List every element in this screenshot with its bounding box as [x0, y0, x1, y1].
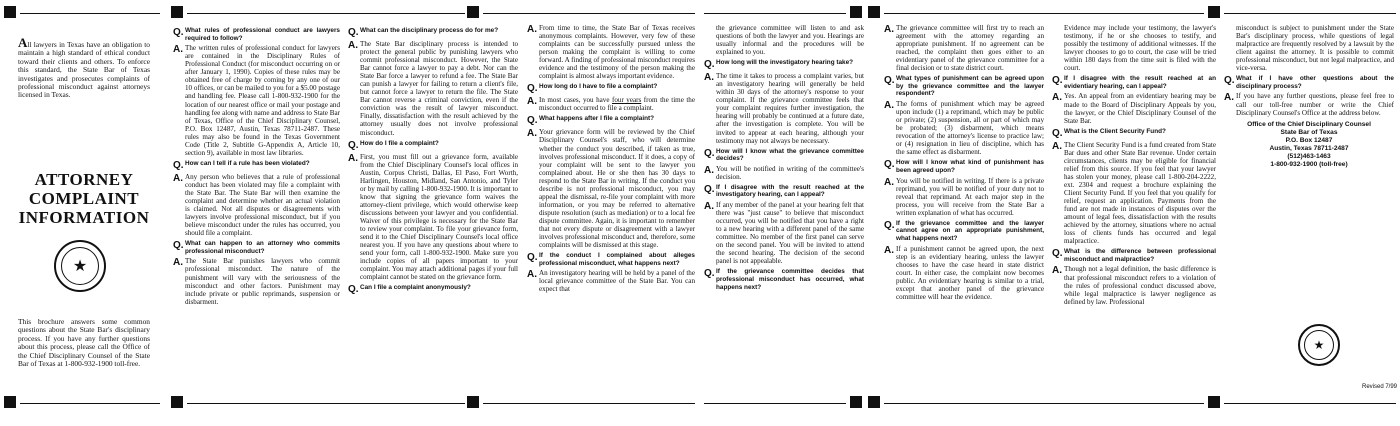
- question: Q. How long do I have to file a complaint?: [527, 83, 658, 95]
- title-line-2: COMPLAINT: [28, 189, 140, 208]
- bottom-rule: [1224, 403, 1396, 404]
- qa-item: [527, 24, 695, 80]
- page1-column-3: [527, 24, 695, 386]
- question: Q. What is the difference between professional misconduct and malpractice?: [1052, 248, 1216, 263]
- question: Q. Can I file a complaint anonymously?: [348, 284, 471, 296]
- registration-mark: [850, 6, 862, 18]
- question: Q. If I disagree with the result reached at the investigatory hearing, can I appeal?: [704, 183, 864, 199]
- address-line: State Bar of Texas: [1280, 128, 1338, 136]
- top-rule: [20, 13, 160, 14]
- underlined-phrase: four years: [611, 96, 642, 105]
- answer: A. Yes. An appeal from an evidentiary hearing may be made to the Board of Disciplinary Appeals by you, the lawyer, or the Chief Disciplinary Counsel of the State Bar.: [1052, 92, 1216, 125]
- registration-mark: [4, 6, 16, 18]
- qa-item: [1052, 24, 1216, 72]
- qa-item: [348, 140, 518, 282]
- qa-item: [884, 220, 1044, 301]
- answer-continued: misconduct is subject to punishment under the State Bar's disciplinary process, while questions of legal malpractice are frequently resolved by a lawsuit by the client against the attorney. It is possible to commit professional misconduct, but not legal malpractice, and vice-versa.: [1236, 24, 1394, 73]
- bottom-rule: [483, 403, 695, 404]
- page2-column-2: [884, 24, 1044, 388]
- qa-item: [173, 27, 340, 157]
- registration-mark: [467, 6, 479, 18]
- answer: A. In most cases, you have four years from the time the misconduct occurred to file a complaint.: [527, 96, 695, 113]
- registration-mark: [1208, 6, 1220, 18]
- answer: A. First, you must fill out a grievance form, available from the Chief Disciplinary Counsel's local offices in Austin, Corpus Christi, Dallas, El Paso, Fort Worth, Harlingen, Houston, Midland, San Antonio, and Tyler or by mail by calling 1-800-932-1900. It is important to know that signing the grievance form waives the attorney-client privilege, which would otherwise keep discussions between your lawyer and you confidential. Waiver of this privilege is necessary for the State Bar to review your complaint. To file your grievance form, send it to the Chief Disciplinary Counsel's local office nearest you. If you have any questions about where to send your form, call 1-800-932-1900. Make sure you include copies of all papers important to your complaint. You may attach additional pages if your full complaint cannot be stated on the grievance form.: [348, 152, 518, 282]
- answer: A. The grievance committee will first try to reach an agreement with the attorney regarding an appropriate punishment. If no agreement can be reached, the complaint then goes either to an evidentiary panel of the grievance committee for a final decision or to state district court.: [884, 24, 1044, 73]
- qa-item: [527, 83, 695, 112]
- qa-item: [884, 24, 1044, 72]
- qa-item: [1052, 128, 1216, 246]
- qa-item: [1052, 75, 1216, 124]
- qa-item: [704, 24, 864, 56]
- answer: A. Your grievance form will be reviewed by the Chief Disciplinary Counsel's staff, who will determine whether the conduct you described, if taken as true, involves professional misconduct. If it does, a copy of your complaint will be sent to the lawyer you complained about. He or she then has 30 days to respond to the State Bar in writing. If the conduct you describe is not professional misconduct, you may appeal the dismissal, re-file your complaint with more information, or you may be referred to alternative dispute resolution (such as mediation) or to a local fee dispute committee. Again, it is important to remember that not every dispute or disagreement with a lawyer involves professional misconduct and, therefore, some complaints will be dismissed at this stage.: [527, 128, 695, 250]
- qa-item: [527, 115, 695, 249]
- page2-column-1: [704, 24, 864, 388]
- page2-column-3: [1052, 24, 1216, 388]
- top-rule: [1224, 13, 1396, 14]
- address-line: Austin, Texas 78711-2487: [1269, 144, 1349, 152]
- bottom-rule: [704, 403, 846, 404]
- question: Q. What if I have other questions about the disciplinary process?: [1224, 75, 1394, 90]
- address-line: Office of the Chief Disciplinary Counsel: [1247, 120, 1371, 128]
- address-line: P.O. Box 12487: [1285, 136, 1333, 144]
- question: Q. If I disagree with the result reached at an evidentiary hearing, can I appeal?: [1052, 75, 1216, 90]
- cover-panel: [0, 0, 165, 426]
- qa-item: [884, 75, 1044, 156]
- cover-title: [12, 170, 156, 227]
- registration-mark: [467, 396, 479, 408]
- top-rule: [187, 13, 465, 14]
- answer: A. From time to time, the State Bar of Texas receives anonymous complaints. However, very few of these complaints can be successfully pursued unless the person making the complaint is willing to come forward. A finding of professional misconduct requires evidence and the testimony of the person making the complaint is almost always important evidence.: [527, 24, 695, 81]
- bottom-rule: [20, 403, 160, 404]
- answer-continued: Evidence may include your testimony, the lawyer's testimony, if he or she chooses to testify, and possibly the testimony of additional witnesses. If the lawyer chooses to go to court, the case will be tried within 180 days from the time suit is filed with the court.: [1064, 24, 1216, 73]
- question: Q. What is the Client Security Fund?: [1052, 127, 1166, 139]
- question: Q. What types of punishment can be agreed upon by the grievance committee and the lawyer respondent?: [884, 75, 1044, 98]
- mailing-address: [1224, 121, 1394, 169]
- registration-mark: [4, 396, 16, 408]
- registration-mark: [1208, 396, 1220, 408]
- page1-column-2: [348, 24, 518, 386]
- answer: A. If you have any further questions, please feel free to call our toll-free number or write the Chief Disciplinary Counsel's Office at the address below.: [1224, 92, 1394, 117]
- answer: A. Any person who believes that a rule of professional conduct has been violated may file a complaint with the State Bar. The State Bar will then examine the complaint and determine whether an actual violation is claimed. Not all disputes or disagreements with lawyers involve professional misconduct, but if you believe misconduct under the rules has occurred, you should file a complaint.: [173, 172, 340, 238]
- answer-text-underlined: In most cases, you have four years from the time the misconduct occurred to file a complaint.: [539, 96, 695, 113]
- qa-item: [173, 240, 340, 305]
- revised-date: Revised 7/99: [1362, 384, 1398, 390]
- qa-item: [348, 27, 518, 137]
- question: Q. What happens after I file a complaint?: [527, 115, 655, 127]
- registration-mark: [850, 396, 862, 408]
- answer: A. An investigatory hearing will be held by a panel of the local grievance committee of the State Bar. You can expect that: [527, 269, 695, 294]
- top-rule: [483, 13, 695, 14]
- answer: A. You will be notified in writing. If there is a private reprimand, you will be notified of your duty not to reveal that reprimand. At each major step in the process, you will receive from the State Bar a written explanation of what has occurred.: [884, 176, 1044, 217]
- qa-item: [704, 148, 864, 181]
- qa-item: [527, 252, 695, 293]
- answer: A. The forms of punishment which may be agreed upon include (1) a reprimand, which may be public or private; (2) suspension, all or part of which may be probated; (3) disbarment, which means revocation of the attorney's license to practice law; or (4) resignation in lieu of discipline, which has the same effect as disbarment.: [884, 100, 1044, 157]
- question: Q. How will I know what kind of punishment has been agreed upon?: [884, 159, 1044, 174]
- answer-continued: the grievance committee will listen to and ask questions of both the lawyer and you. Hearings are usually informal and the procedures will be explained to you.: [716, 24, 864, 57]
- registration-mark: [868, 6, 880, 18]
- answer: A. The time it takes to process a complaint varies, but an investigatory hearing will generally be held within 30 days of the attorney's response to your complaint. If the grievance committee feels that your complaint requires further investigation, the hearing will probably be continued at a future date, after the investigation is complete. You will be invited to appear at each hearing, although your testimony may not always be necessary.: [704, 72, 864, 145]
- qa-item: [704, 268, 864, 291]
- address-line: 1-800-932-1900 (toll-free): [1270, 160, 1348, 168]
- question: Q. What can happen to an attorney who commits professional misconduct?: [173, 240, 340, 255]
- qa-item: [348, 284, 518, 295]
- qa-item: [1224, 24, 1394, 72]
- qa-item: [704, 184, 864, 266]
- answer: A. You will be notified in writing of the committee's decision.: [704, 164, 864, 181]
- address-line: (512)463-1463: [1287, 152, 1331, 160]
- question: Q. If the grievance committee decides that professional misconduct has occurred, what happens next?: [704, 268, 864, 291]
- bottom-rule: [884, 403, 1204, 404]
- question: Q. If the conduct I complained about alleges professional misconduct, what happens next?: [527, 252, 695, 267]
- top-rule: [704, 13, 846, 14]
- question: Q. How can I tell if a rule has been violated?: [173, 159, 310, 171]
- registration-mark: [171, 396, 183, 408]
- title-line-1: ATTORNEY: [34, 170, 134, 189]
- answer: A. Though not a legal definition, the basic difference is that professional misconduct refers to a violation of the rules of professional conduct discussed above, while legal malpractice is lawyer negligence as defined by law. Professional: [1052, 265, 1216, 306]
- qa-item: [1052, 248, 1216, 305]
- qa-item: [1224, 75, 1394, 116]
- answer: A. If any member of the panel at your hearing felt that there was "just cause" to believe that misconduct occurred, you will be notified that you have a right to a new hearing with a different panel of the same committee. No member of the first panel can serve on the second panel. You will be invited to attend the second hearing. The decision of the second panel is not appealable.: [704, 201, 864, 266]
- answer: A. The State Bar punishes lawyers who commit professional misconduct. The nature of the punishment will vary with the seriousness of the misconduct and other factors. Punishment may include private or public reprimands, suspension or disbarment.: [173, 257, 340, 306]
- cover-footer-text: This brochure answers some common questions about the State Bar's disciplinary process. If you have any further questions about this process, please call the Office of the Chief Disciplinary Counsel of the State Bar of Texas at 1-800-932-1900 toll-free.: [18, 317, 150, 369]
- registration-mark: [171, 6, 183, 18]
- intro-dropcap: A: [18, 35, 28, 50]
- qa-item: [704, 59, 864, 144]
- question: Q. What rules of professional conduct are lawyers required to follow?: [173, 27, 340, 42]
- seal-star-icon: ★: [1304, 330, 1334, 360]
- state-bar-seal-icon: [1298, 324, 1340, 366]
- question: Q. How do I file a complaint?: [348, 139, 439, 151]
- answer: A. The Client Security Fund is a fund created from State Bar dues and other State Bar revenue. Under certain circumstances, clients may be eligible for financial relief from this source. If you feel that your lawyer has stolen your money, please call 1-800-204-2222, ext. 2304 and request a brochure explaining the Client Security Fund. If you feel that you qualify for relief, request an application. Payments from the fund are not made in instances of disputes over the amount of legal fees, dissatisfaction with the results achieved by the attorney, situations where no actual loss of clients funds has occurred and legal malpractice.: [1052, 140, 1216, 246]
- cover-intro: [18, 35, 150, 100]
- page1-column-1: [173, 24, 340, 384]
- inside-page-2: [700, 0, 1400, 426]
- bottom-rule: [187, 403, 465, 404]
- question: Q. What can the disciplinary process do for me?: [348, 27, 499, 38]
- answer: A. The State Bar disciplinary process is intended to protect the general public by punishing lawyers who commit professional misconduct. However, the State Bar cannot force a lawyer to pay a debt. Nor can the State Bar force a lawyer to refund a fee. The State Bar can punish a lawyer for failing to return a client's file, but cannot force a lawyer to return the file. The State Bar cannot reverse a criminal conviction, even if the conviction was the result of lawyer misconduct. Finally, dissatisfaction with the result achieved by the attorney usually does not involve professional misconduct.: [348, 40, 518, 137]
- state-bar-seal-icon: [54, 240, 106, 292]
- title-line-3: INFORMATION: [18, 208, 150, 227]
- qa-item: [884, 159, 1044, 216]
- question: Q. How will I know what the grievance committee decides?: [704, 147, 864, 163]
- answer: A. If a punishment cannot be agreed upon, the next step is an evidentiary hearing, unless the lawyer chooses to have the case heard in state district court. In either case, the complaint now becomes public. An evidentiary hearing is similar to a trial, except that another panel of the grievance committee will hear the evidence.: [884, 244, 1044, 301]
- answer: A. The written rules of professional conduct for lawyers are contained in the Disciplinary Rules of Professional Conduct (for misconduct occurring on or after January 1, 1990). Copies of these rules may be obtained free of charge by coming by any one of our 10 offices, or can be mailed to you for a $5.00 postage and handling fee. Please call 1-800-932-1900 for the location of our nearest office or mail your postage and handling fee along with name and address to State Bar of Texas, Office of the Chief Disciplinary Counsel, P.O. Box 12487, Austin, Texas 78711-2487. These rules may also be found in the Texas Government Code (Title 2, Subtitle G-Appendix A, Article 10, section 9), available in most law libraries.: [173, 44, 340, 157]
- qa-item: [173, 160, 340, 237]
- seal-star-icon: ★: [61, 247, 99, 285]
- inside-page-1: [165, 0, 700, 426]
- intro-text: ll lawyers in Texas have an obligation to maintain a high standard of ethical conduct toward their clients and others. To enforce this standard, the State Bar of Texas investigates and prosecutes complaints of professional misconduct against attorneys licensed in Texas.: [18, 40, 150, 100]
- top-rule: [884, 13, 1204, 14]
- question: Q. If the grievance committee and the lawyer cannot agree on an appropriate punishment, what happens next?: [884, 219, 1044, 242]
- question: Q. How long will the investigatory hearing take?: [704, 59, 854, 71]
- registration-mark: [868, 396, 880, 408]
